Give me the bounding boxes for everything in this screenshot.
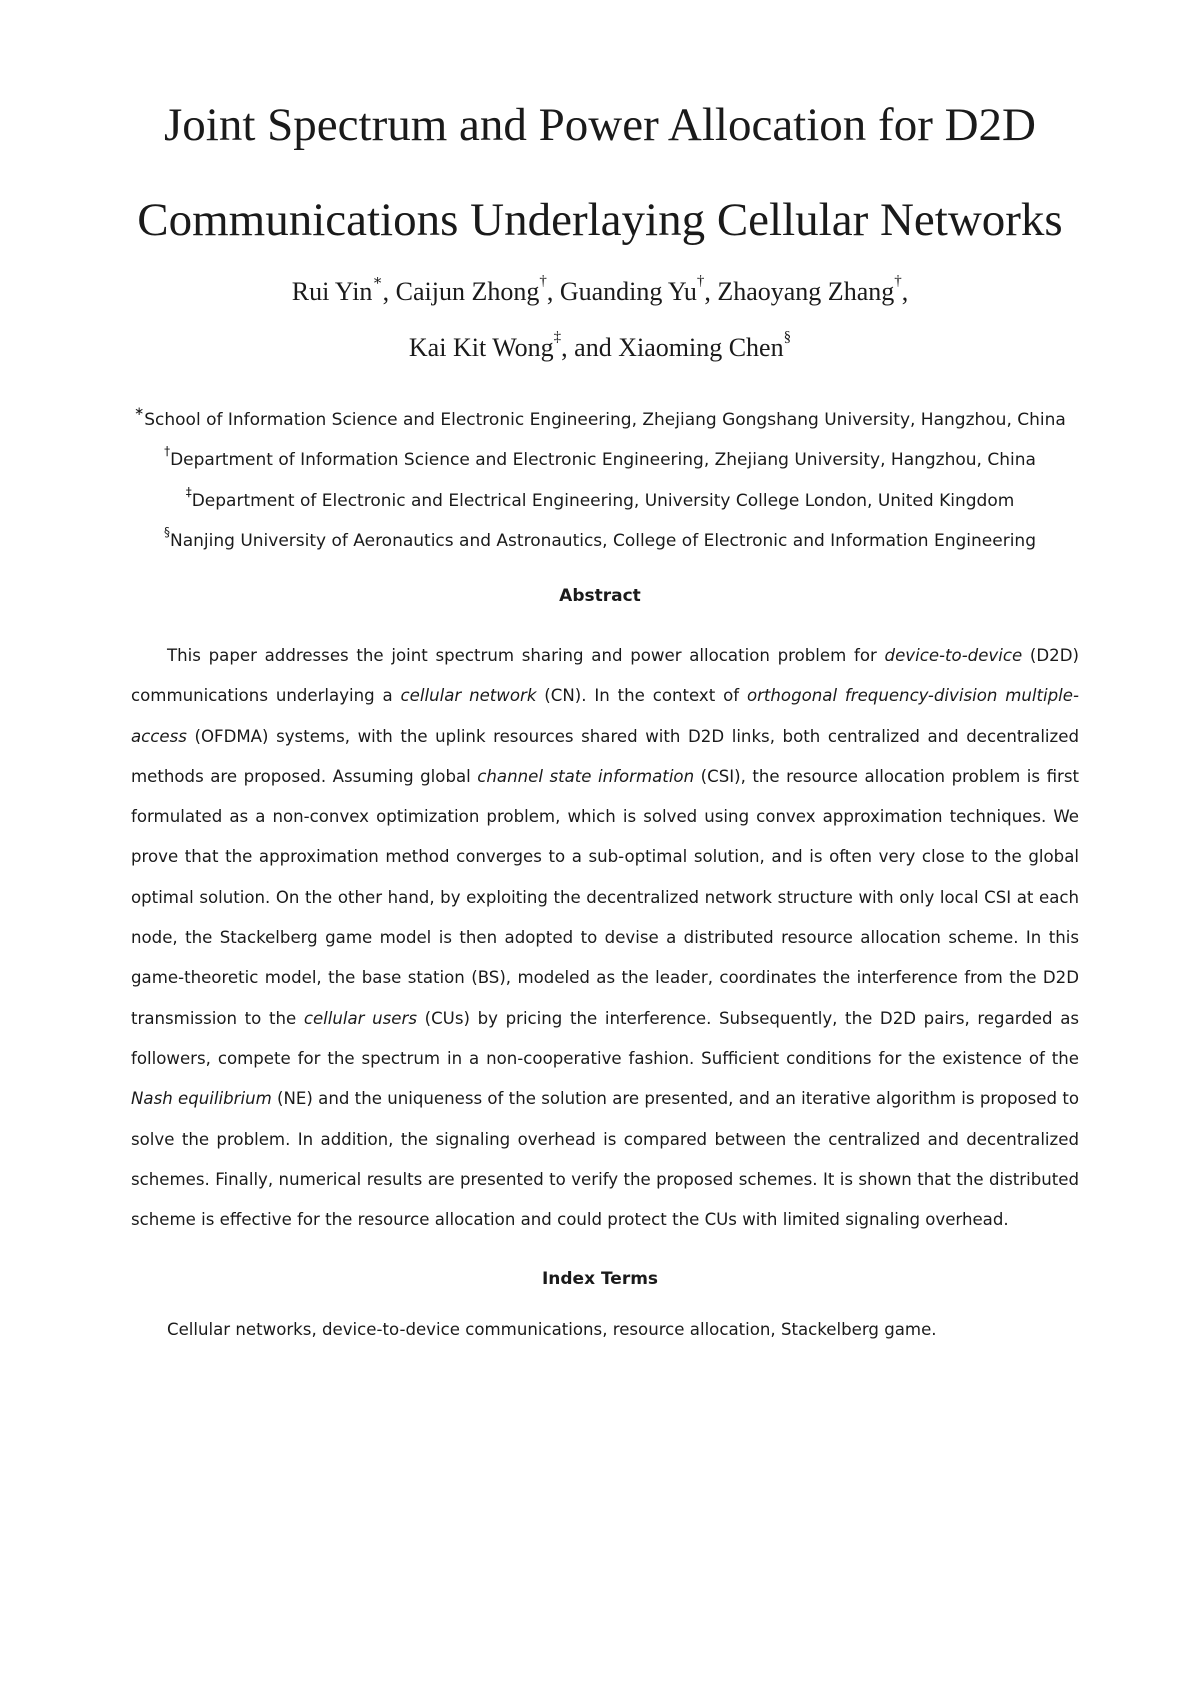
author-affiliation-mark: ‡ [553, 329, 562, 345]
author-name: Guanding Yu [559, 277, 697, 306]
author-separator: , [901, 277, 909, 306]
abstract-body [131, 636, 1079, 1240]
affiliation-mark: ∗ [134, 404, 145, 418]
author-name: Caijun Zhong [395, 277, 540, 306]
affiliation-mark: † [164, 444, 171, 458]
index-terms-heading: Index Terms [541, 1269, 659, 1289]
abstract-term: device-to-device [884, 646, 1023, 665]
author-name: Rui Yin [291, 277, 373, 306]
abstract-term: orthogonal frequency-division multiple-access [131, 686, 1079, 746]
author-separator: , [382, 277, 396, 306]
abstract-heading: Abstract [559, 586, 641, 606]
author-list-line-1 [60, 273, 1140, 307]
abstract-term: cellular users [303, 1008, 417, 1028]
abstract-text: (D2D) communications underlaying a [131, 646, 1079, 706]
affiliation-1 [40, 404, 1160, 431]
author-affiliation-mark: ∗ [372, 273, 383, 289]
affiliation-text: School of Information Science and Electronic Engineering, Zhejiang Gongshang University, Hangzhou, China [144, 410, 1066, 430]
index-terms-text: Cellular networks, device-to-device communications, resource allocation, Stackelberg game. [167, 1320, 937, 1339]
affiliation-4 [40, 525, 1160, 552]
abstract-term: cellular network [400, 686, 537, 706]
abstract-text: (OFDMA) systems, with the uplink resources shared with D2D links, both centralized and decentralized methods are proposed. Assuming global [131, 726, 1079, 786]
paper-title-line-2: Communications Underlaying Cellular Networks [137, 194, 1063, 246]
affiliation-3 [40, 485, 1160, 512]
affiliation-text: Department of Electronic and Electrical Engineering, University College London, United Kingdom [191, 491, 1015, 511]
affiliation-mark: ‡ [185, 485, 192, 499]
author-affiliation-mark: † [894, 273, 902, 289]
abstract-text: (CSI), the resource allocation problem is first formulated as a non-convex optimization problem, which is solved using convex approximation techniques. We prove that the approximation method converges to a sub-optimal solution, and is often very close to the global optimal solution. On the other hand, by exploiting the decentralized network structure with only local CSI at each node, the Stackelberg game model is then adopted to devise a distributed resource allocation scheme. In this game-theoretic model, the base station (BS), modeled as the leader, coordinates the interference from the D2D transmission to the [131, 766, 1079, 1028]
affiliation-mark: § [164, 525, 170, 539]
affiliation-text: Nanjing University of Aeronautics and Astronautics, College of Electronic and Information Engineering [170, 531, 1036, 551]
author-name: Xiaoming Chen [618, 333, 784, 362]
author-separator: , [546, 277, 560, 306]
author-name: Kai Kit Wong [408, 333, 554, 362]
author-list-line-2 [60, 329, 1140, 363]
author-separator: , [704, 277, 718, 306]
affiliation-2 [40, 444, 1160, 471]
author-affiliation-mark: § [783, 329, 792, 345]
abstract-text: (CUs) by pricing the interference. Subsequently, the D2D pairs, regarded as followers, compete for the spectrum in a non-cooperative fashion. Sufficient conditions for the existence of the [131, 1008, 1080, 1068]
author-affiliation-mark: † [539, 273, 547, 289]
abstract-text: (NE) and the uniqueness of the solution are presented, and an iterative algorithm is proposed to solve the problem. In addition, the signaling overhead is compared between the centralized and decentralized schemes. Finally, numerical results are presented to verify the proposed schemes. It is shown that the distributed scheme is effective for the resource allocation and could protect the CUs with limited signaling overhead. [131, 1089, 1079, 1230]
abstract-term: channel state information [477, 766, 695, 786]
abstract-term: Nash equilibrium [131, 1089, 272, 1109]
author-name: Zhaoyang Zhang [717, 277, 895, 306]
author-affiliation-mark: † [696, 273, 705, 289]
affiliation-text: Department of Information Science and Electronic Engineering, Zhejiang University, Hangzhou, China [170, 450, 1036, 470]
abstract-text: (CN). In the context of [536, 686, 747, 706]
paper-title-line-1: Joint Spectrum and Power Allocation for D2D [164, 99, 1036, 151]
author-separator: , and [561, 333, 619, 362]
abstract-text: This paper addresses the joint spectrum sharing and power allocation problem for [167, 646, 885, 665]
